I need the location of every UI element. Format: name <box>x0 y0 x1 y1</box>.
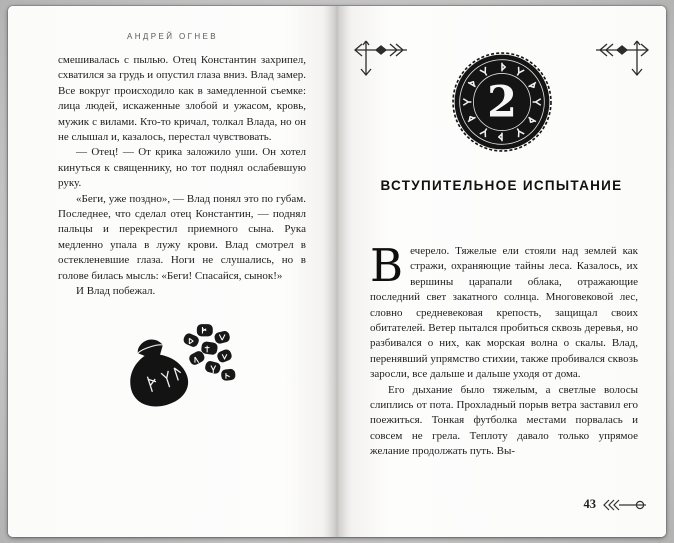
running-header-author: АНДРЕЙ ОГНЕВ <box>127 32 218 41</box>
paragraph: смешивалась с пылью. Отец Константин захрипел, схватился за грудь и опустил глаза вниз. Влад замер. Все вокруг происходило как в замедленной съемке: лица людей, искаженные злобой и ужасом, кровь, мужик с вилами. Кто-то кричал, толкал Влада, но он не слышал и, казалось, перестал чувствовать. <box>58 54 306 144</box>
page-footer <box>584 497 649 512</box>
page-left <box>8 6 337 537</box>
paragraph: — Отец! — От крика заложило уши. Он хотел кинуться к священнику, но тот поднял ослабевшую руку. <box>58 146 306 190</box>
chapter-title: ВСТУПИТЕЛЬНОЕ ИСПЫТАНИЕ <box>380 178 623 193</box>
corner-flourish-right-icon <box>593 38 651 78</box>
corner-flourish-left-icon <box>352 38 410 78</box>
drop-cap: В <box>370 239 404 292</box>
emblem-glyph: 2 <box>486 77 517 128</box>
right-text-block <box>370 239 638 460</box>
paragraph: «Беги, уже поздно», — Влад понял это по губам. Последнее, что сделал отец Константин, — поднял пальцы и перекрестил приемного сына. Рука медленно упала в лужу крови. Влад смотрел в остекленевшие глаза. Ноги не слушались, но в голове билась мысль: «Беги! Спасайся, сынок!» <box>58 192 306 282</box>
page-right <box>337 6 666 537</box>
left-text-block <box>58 53 306 300</box>
book-spread <box>8 6 666 537</box>
footer-arrow-icon <box>602 498 648 512</box>
paragraph: И Влад побежал. <box>76 285 156 298</box>
paragraph-text: ечерело. Тяжелые ели стояли над землей как стражи, охраняющие тайны леса. Казалось, их вершины царапали облака, отражающие последний свет закатного солнца. Многовековой лес, словно средневековая крепость, защищал своих обитателей. Ветер пытался пробиться сквозь деревья, но разбивался о них, как морская волна о скалы. Влад, перенявший упрямство стихии, также пробивался сквозь заросли, все дальше и дальше уходя от дома. <box>370 245 638 381</box>
rune-medallion-icon <box>451 51 553 153</box>
paragraph: Его дыхание было тяжелым, а светлые волосы слиплись от пота. Прохладный порыв ветра заставил его поежиться. Тонкая футболка местами порвалась и совсем не грела. Теплоту давало только упрямое желание продолжать путь. Вы- <box>370 383 638 458</box>
rune-pouch-illustration-icon <box>118 320 240 410</box>
paragraph-with-dropcap <box>370 239 638 383</box>
page-number: 43 <box>583 497 596 511</box>
